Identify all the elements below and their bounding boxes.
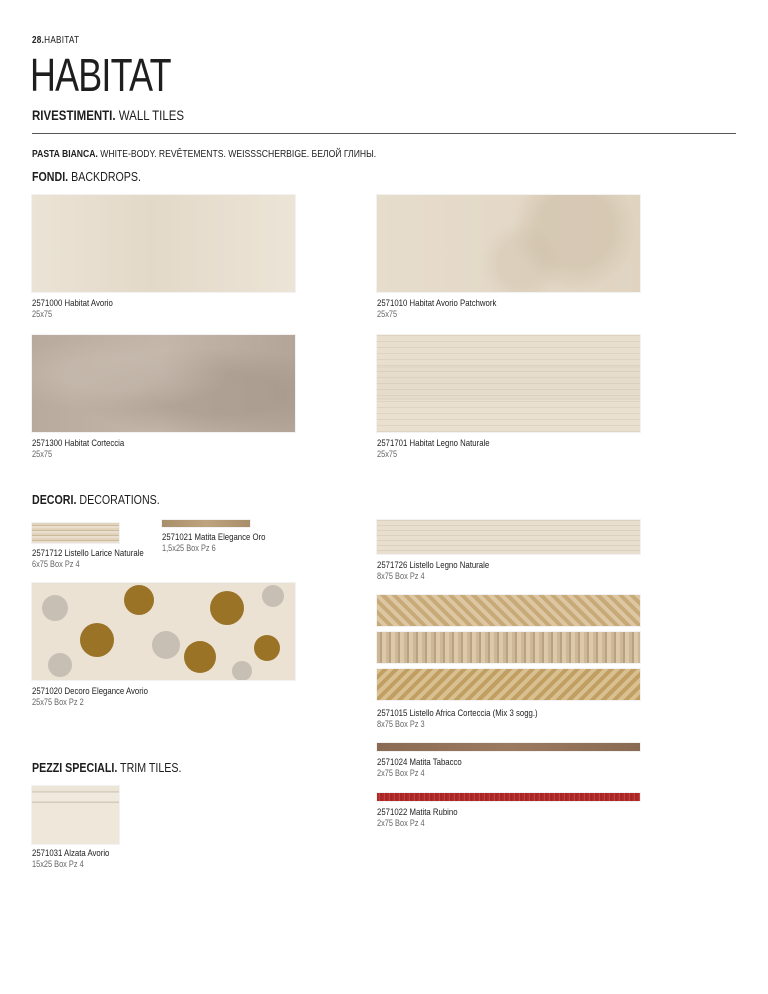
product-code: 2571031 Alzata Avorio	[32, 848, 110, 859]
tile-listello-legno-naturale	[377, 520, 640, 554]
product-code: 2571021 Matita Elegance Oro	[162, 532, 266, 543]
section-fondi	[32, 169, 141, 184]
product-size: 15x25 Box Pz 4	[32, 859, 84, 869]
section-fondi-rest: BACKDROPS.	[68, 169, 141, 184]
product-size: 1,5x25 Box Pz 6	[162, 543, 216, 553]
product-code: 2571000 Habitat Avorio	[32, 298, 113, 309]
divider	[32, 133, 736, 134]
product-code: 2571010 Habitat Avorio Patchwork	[377, 298, 497, 309]
section-decori	[32, 492, 160, 507]
product-code: 2571020 Decoro Elegance Avorio	[32, 686, 148, 697]
subtitle-rest: WALL TILES	[115, 107, 185, 123]
tile-listello-larice-naturale	[32, 523, 119, 543]
tile-listello-africa-3	[377, 669, 640, 700]
tile-habitat-avorio-patchwork	[377, 195, 640, 292]
product-size: 2x75 Box Pz 4	[377, 768, 425, 778]
product-size: 6x75 Box Pz 4	[32, 559, 80, 569]
product-code: 2571726 Listello Legno Naturale	[377, 560, 490, 571]
product-code: 2571712 Listello Larice Naturale	[32, 548, 144, 559]
section-decori-bold: DECORI.	[32, 492, 77, 507]
product-size: 25x75	[32, 449, 53, 459]
section-fondi-bold: FONDI.	[32, 169, 69, 184]
section-pezzi-rest: TRIM TILES.	[117, 760, 182, 775]
section-pezzi-speciali	[32, 760, 181, 775]
caption-2571726	[377, 560, 489, 581]
section-decori-rest: DECORATIONS.	[76, 492, 160, 507]
body-bold: PASTA BIANCA.	[32, 148, 98, 160]
section-pezzi-bold: PEZZI SPECIALI.	[32, 760, 118, 775]
tile-decoro-elegance-avorio	[32, 583, 295, 680]
caption-2571022	[377, 807, 458, 828]
caption-2571021	[162, 532, 266, 553]
subtitle	[32, 107, 184, 123]
body-rest: WHITE-BODY. REVÊTEMENTS. WEISSSCHERBIGE. БЕЛОЙ ГЛИНЫ.	[97, 148, 377, 160]
flower-motif	[262, 585, 284, 607]
product-code: 2571022 Matita Rubino	[377, 807, 458, 818]
product-code: 2571300 Habitat Corteccia	[32, 438, 125, 449]
tile-listello-africa-2	[377, 632, 640, 663]
subtitle-bold: RIVESTIMENTI.	[32, 107, 116, 123]
page-section: HABITAT	[44, 35, 80, 46]
product-size: 8x75 Box Pz 4	[377, 571, 425, 581]
product-code: 2571024 Matita Tabacco	[377, 757, 462, 768]
flower-motif	[42, 595, 68, 621]
caption-2571024	[377, 757, 462, 778]
flower-motif	[124, 585, 154, 615]
flower-motif	[210, 591, 244, 625]
tile-matita-tabacco	[377, 743, 640, 751]
product-size: 25x75	[377, 309, 398, 319]
body-type-line	[32, 148, 376, 160]
tile-alzata-avorio	[32, 786, 119, 844]
page-number: 28.	[32, 35, 45, 46]
tile-habitat-corteccia	[32, 335, 295, 432]
caption-2571020	[32, 686, 148, 707]
product-size: 25x75 Box Pz 2	[32, 697, 84, 707]
tile-habitat-avorio	[32, 195, 295, 292]
caption-2571300	[32, 438, 124, 459]
caption-2571010	[377, 298, 496, 319]
flower-motif	[48, 653, 72, 677]
caption-2571701	[377, 438, 490, 459]
flower-motif	[184, 641, 216, 673]
product-size: 25x75	[32, 309, 53, 319]
tile-listello-africa-1	[377, 595, 640, 626]
product-size: 8x75 Box Pz 3	[377, 719, 425, 729]
tile-matita-rubino	[377, 793, 640, 801]
caption-2571712	[32, 548, 144, 569]
product-size: 2x75 Box Pz 4	[377, 818, 425, 828]
caption-2571000	[32, 298, 113, 319]
flower-motif	[152, 631, 180, 659]
product-code: 2571015 Listello Africa Corteccia (Mix 3 sogg.)	[377, 708, 538, 719]
caption-2571015	[377, 708, 538, 729]
flower-motif	[254, 635, 280, 661]
tile-habitat-legno-naturale	[377, 335, 640, 432]
page-label	[32, 35, 79, 46]
flower-motif	[80, 623, 114, 657]
page-title: HABITAT	[30, 49, 171, 101]
product-code: 2571701 Habitat Legno Naturale	[377, 438, 490, 449]
flower-motif	[232, 661, 252, 680]
tile-matita-elegance-oro	[162, 520, 250, 527]
caption-2571031	[32, 848, 109, 869]
product-size: 25x75	[377, 449, 398, 459]
